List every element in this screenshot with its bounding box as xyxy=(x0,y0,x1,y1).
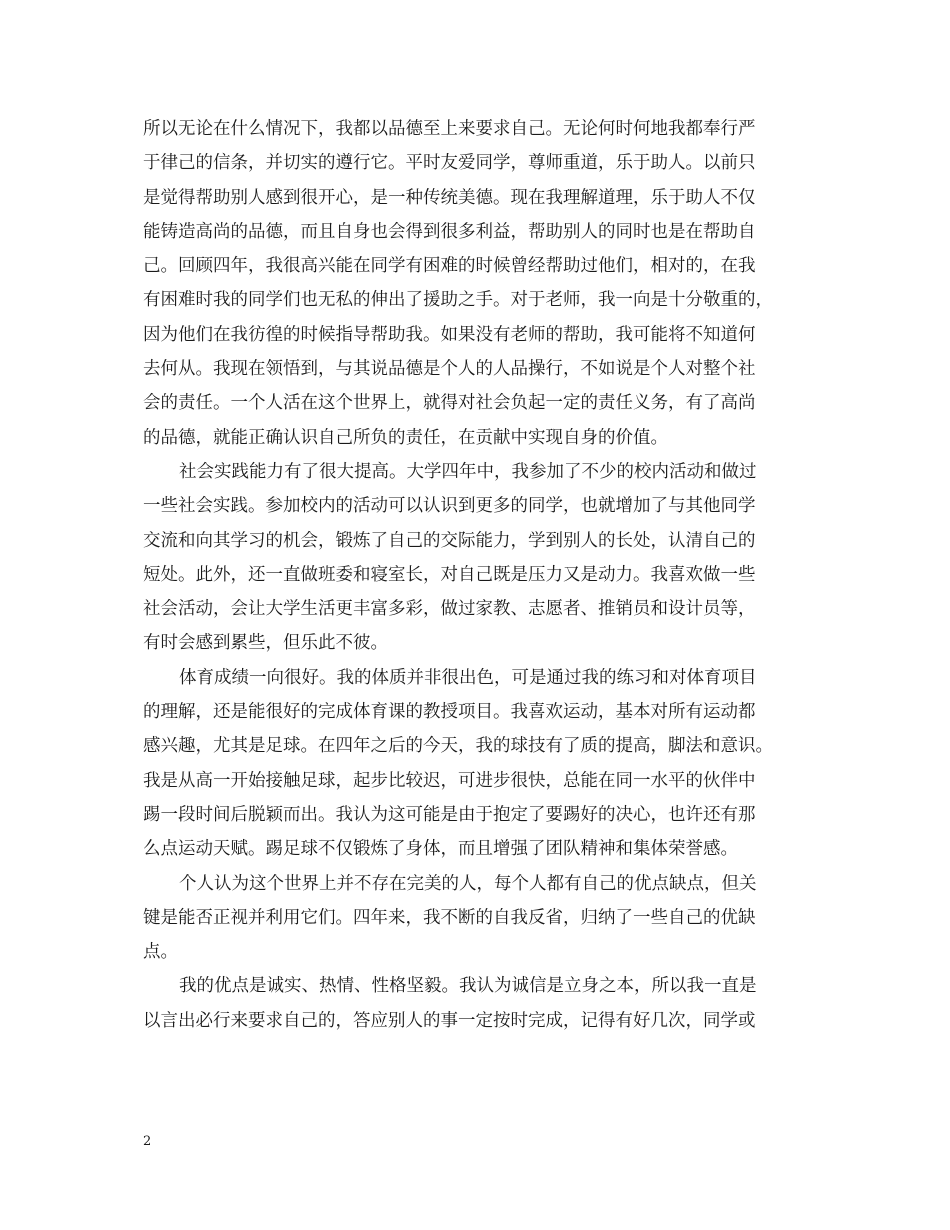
text-line: 交流和向其学习的机会，锻炼了自己的交际能力，学到别人的长处，认清自己的 xyxy=(143,530,756,551)
paragraph-4 xyxy=(143,867,823,970)
page-number: 2 xyxy=(143,1134,152,1149)
text-line: 么点运动天赋。踢足球不仅锻炼了身体，而且增强了团队精神和集体荣誉感。 xyxy=(143,839,738,860)
text-line: 短处。此外，还一直做班委和寝室长，对自己既是压力又是动力。我喜欢做一些 xyxy=(143,564,756,585)
text-line: 点。 xyxy=(143,942,178,963)
text-line: 的理解，还是能很好的完成体育课的教授项目。我喜欢运动，基本对所有运动都 xyxy=(143,702,756,723)
text-line: 是觉得帮助别人感到很开心，是一种传统美德。现在我理解道理，乐于助人不仅 xyxy=(143,187,756,208)
text-line: 个人认为这个世界上并不存在完美的人，每个人都有自己的优点缺点，但关 xyxy=(179,873,757,894)
text-line: 因为他们在我彷徨的时候指导帮助我。如果没有老师的帮助，我可能将不知道何 xyxy=(143,324,756,345)
text-line: 能铸造高尚的品德，而且自身也会得到很多利益，帮助别人的同时也是在帮助自 xyxy=(143,221,756,242)
text-line: 键是能否正视并利用它们。四年来，我不断的自我反省，归纳了一些自己的优缺 xyxy=(143,907,756,928)
text-line: 的品德，就能正确认识自己所负的责任，在贡献中实现自身的价值。 xyxy=(143,427,668,448)
text-line: 于律己的信条，并切实的遵行它。平时友爱同学，尊师重道，乐于助人。以前只 xyxy=(143,153,756,174)
text-line: 以言出必行来要求自己的，答应别人的事一定按时完成，记得有好几次，同学或 xyxy=(143,1010,756,1031)
paragraph-3 xyxy=(143,661,823,867)
text-line: 己。回顾四年，我很高兴能在同学有困难的时候曾经帮助过他们，相对的，在我 xyxy=(143,256,756,277)
paragraph-1 xyxy=(143,112,823,455)
text-line: 感兴趣，尤其是足球。在四年之后的今天，我的球技有了质的提高，脚法和意识。 xyxy=(143,736,773,757)
text-line: 所以无论在什么情况下，我都以品德至上来要求自己。无论何时何地我都奉行严 xyxy=(143,119,756,139)
text-line: 社会活动，会让大学生活更丰富多彩，做过家教、志愿者、推销员和设计员等， xyxy=(143,599,756,620)
document-body xyxy=(143,112,823,1038)
paragraph-5 xyxy=(143,969,823,1038)
text-line: 社会实践能力有了很大提高。大学四年中，我参加了不少的校内活动和做过 xyxy=(179,461,757,482)
text-line: 我的优点是诚实、热情、性格坚毅。我认为诚信是立身之本，所以我一直是 xyxy=(179,976,757,997)
text-line: 体育成绩一向很好。我的体质并非很出色，可是通过我的练习和对体育项目 xyxy=(179,667,757,688)
text-line: 有困难时我的同学们也无私的伸出了援助之手。对于老师，我一向是十分敬重的， xyxy=(143,290,773,311)
text-line: 我是从高一开始接触足球，起步比较迟，可进步很快，总能在同一水平的伙伴中 xyxy=(143,770,756,791)
text-line: 去何从。我现在领悟到，与其说品德是个人的人品操行，不如说是个人对整个社 xyxy=(143,359,756,380)
paragraph-2 xyxy=(143,455,823,661)
text-line: 有时会感到累些，但乐此不彼。 xyxy=(143,633,388,654)
text-line: 一些社会实践。参加校内的活动可以认识到更多的同学，也就增加了与其他同学 xyxy=(143,496,756,517)
text-line: 踢一段时间后脱颖而出。我认为这可能是由于抱定了要踢好的决心，也许还有那 xyxy=(143,804,756,825)
text-line: 会的责任。一个人活在这个世界上，就得对社会负起一定的责任义务，有了高尚 xyxy=(143,393,756,414)
